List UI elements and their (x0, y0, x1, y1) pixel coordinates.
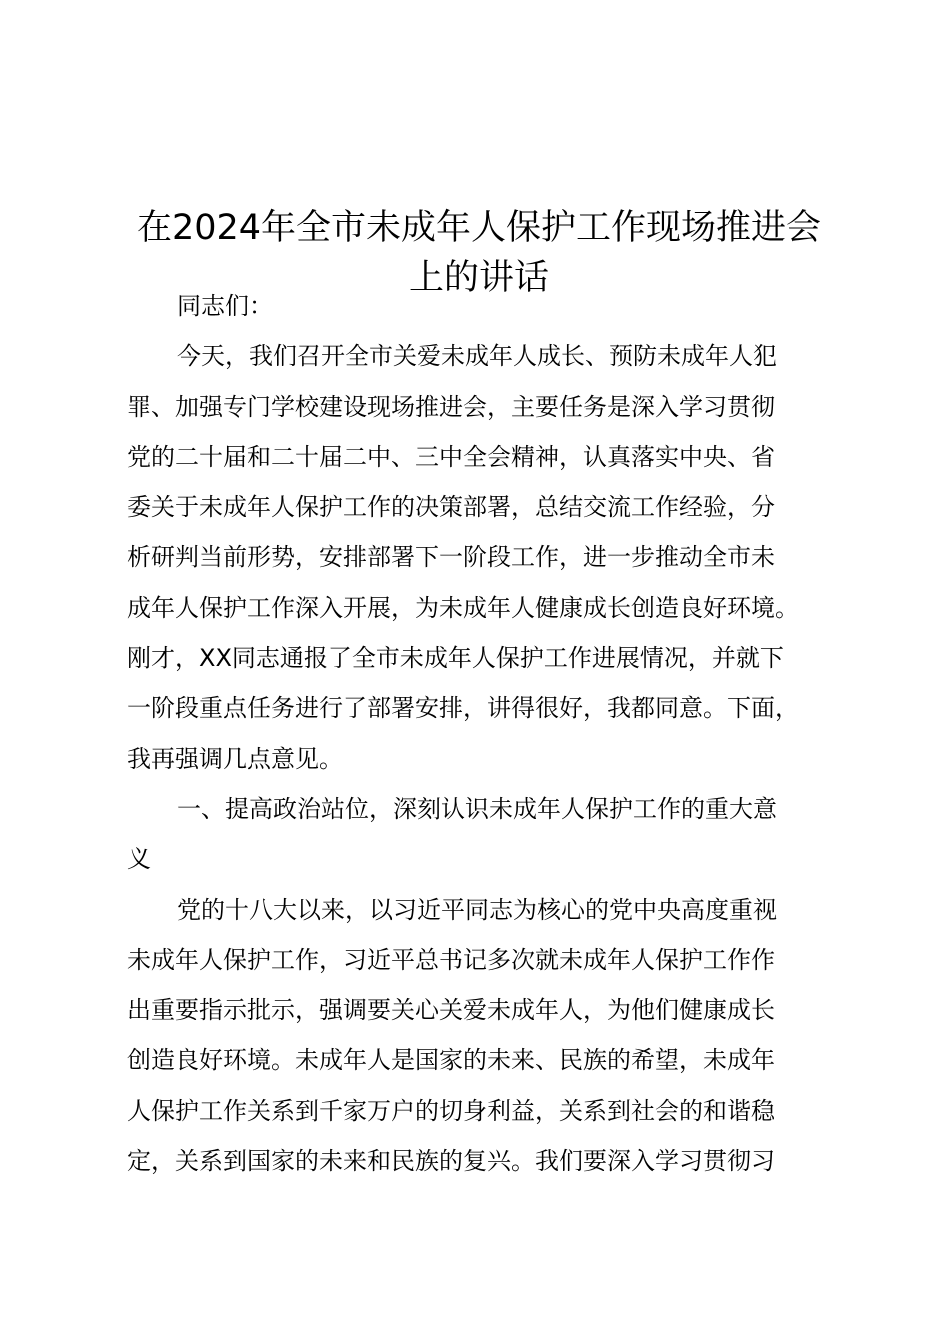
section-paragraph (127, 885, 847, 1187)
paragraph-line: 一阶段重点任务进行了部署安排，讲得很好，我都同意。下面， (127, 694, 799, 723)
paragraph-line: 人保护工作关系到千家万户的切身利益，关系到社会的和谐稳 (127, 1096, 775, 1125)
paragraph-line: 析研判当前形势，安排部署下一阶段工作，进一步推动全市未 (127, 543, 775, 572)
paragraph-line: 成年人保护工作深入开展，为未成年人健康成长创造良好环境。 (127, 593, 799, 622)
paragraph-line: 未成年人保护工作，习近平总书记多次就未成年人保护工作作 (127, 945, 775, 974)
heading-line: 一、提高政治站位，深刻认识未成年人保护工作的重大意 (177, 794, 777, 823)
section-heading (127, 784, 847, 885)
title-line-1: 在2024年全市未成年人保护工作现场推进会 (136, 208, 822, 249)
paragraph-line: 党的二十届和二十届二中、三中全会精神，认真落实中央、省 (127, 442, 775, 471)
document-body (127, 281, 847, 1186)
paragraph-line: 委关于未成年人保护工作的决策部署，总结交流工作经验，分 (127, 493, 775, 522)
paragraph-line: 创造良好环境。未成年人是国家的未来、民族的希望，未成年 (127, 1046, 775, 1075)
paragraph-line: 罪、加强专门学校建设现场推进会，主要任务是深入学习贯彻 (127, 392, 775, 421)
paragraph-line: 今天，我们召开全市关爱未成年人成长、预防未成年人犯 (177, 342, 777, 371)
salutation: 同志们： (177, 292, 273, 320)
paragraph-line: 刚才，XX同志通报了全市未成年人保护工作进展情况，并就下 (127, 644, 784, 673)
opening-paragraph (127, 331, 847, 784)
heading-line: 义 (127, 845, 151, 874)
paragraph-line: 我再强调几点意见。 (127, 744, 343, 773)
paragraph-line: 出重要指示批示，强调要关心关爱未成年人，为他们健康成长 (127, 996, 775, 1025)
paragraph-line: 党的十八大以来，以习近平同志为核心的党中央高度重视 (177, 895, 777, 924)
title-line-2: 上的讲话 (408, 258, 549, 299)
paragraph-line: 定，关系到国家的未来和民族的复兴。我们要深入学习贯彻习 (127, 1147, 775, 1176)
